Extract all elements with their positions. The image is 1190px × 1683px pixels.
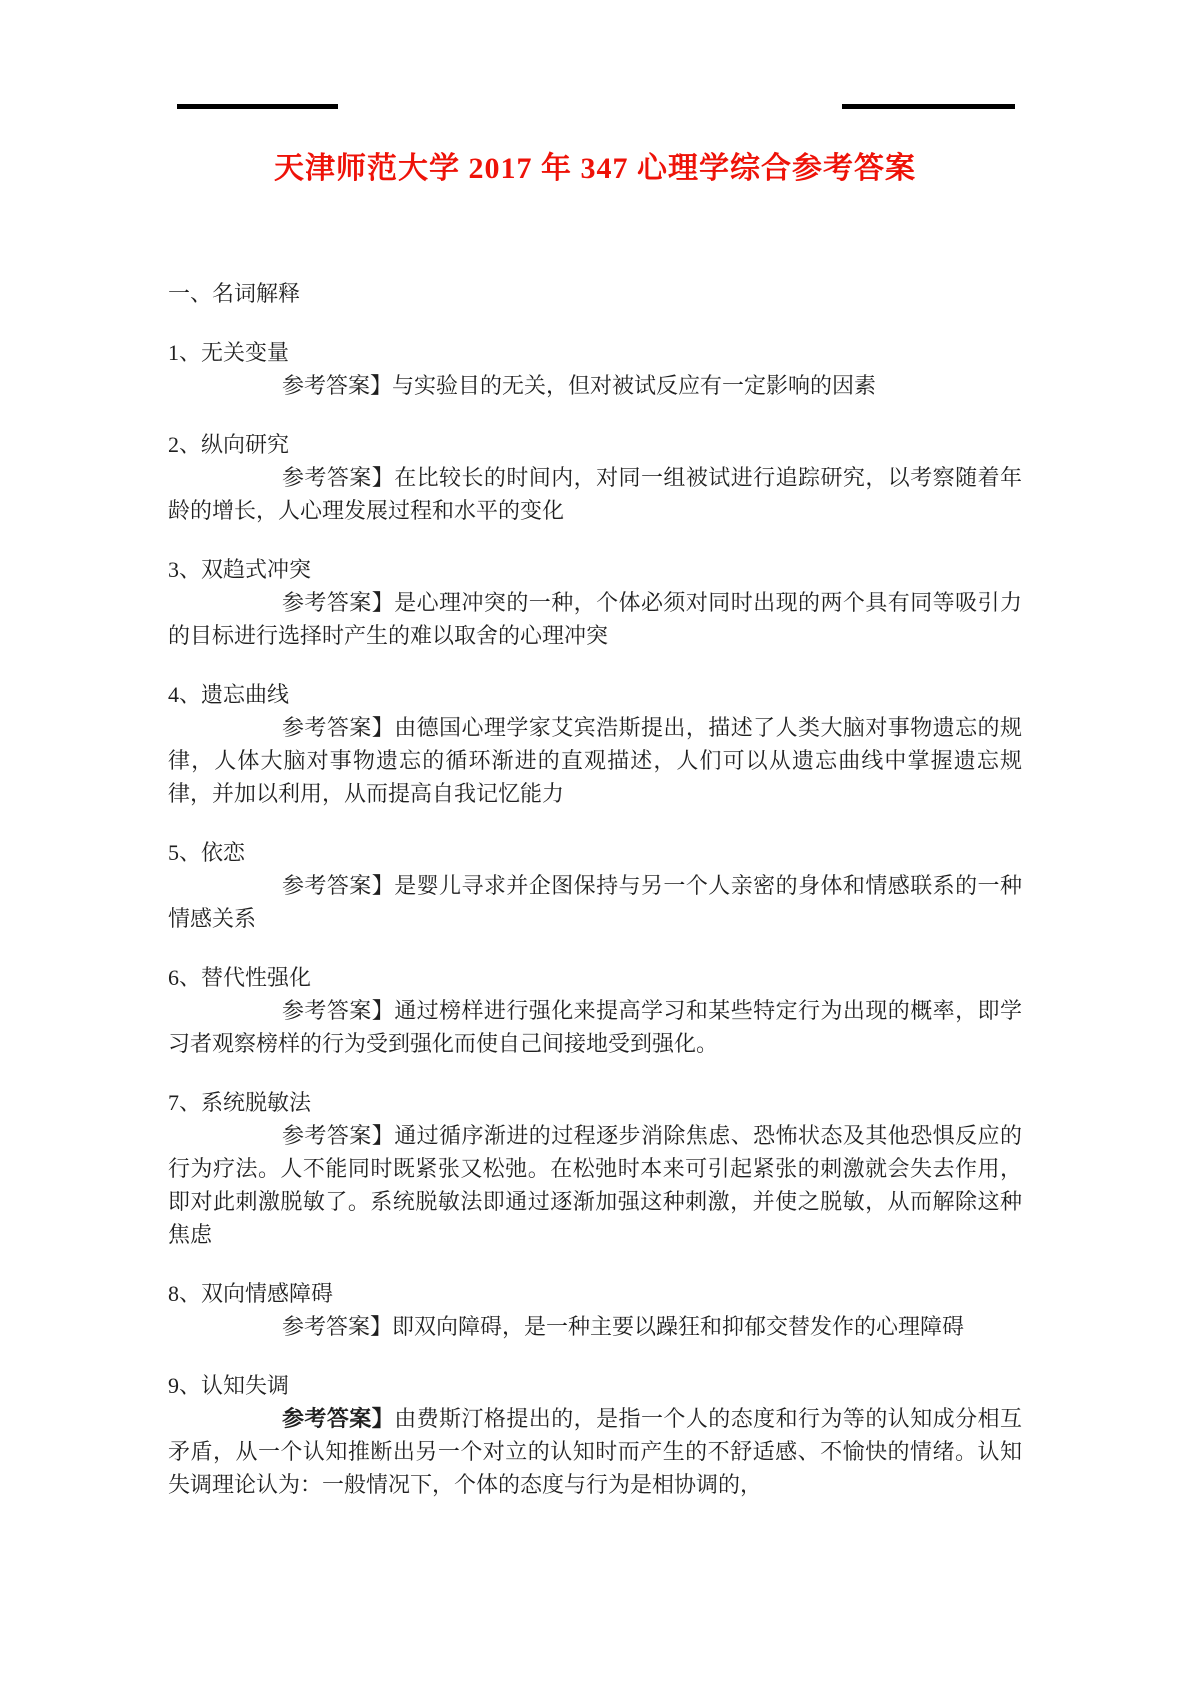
answer-paragraph — [168, 869, 1022, 935]
qa-item-3 — [168, 553, 1022, 652]
answer-text: 与实验目的无关，但对被试反应有一定影响的因素 — [392, 373, 877, 398]
term-line: 1、无关变量 — [168, 340, 290, 365]
answer-text: 通过循序渐进的过程逐步消除焦虑、恐怖状态及其他恐惧反应的行为疗法。人不能同时既紧张又松弛。在松弛时本来可引起紧张的刺激就会失去作用，即对此刺激脱敏了。系统脱敏法即通过逐渐加强这种刺激，并使之脱敏，从而解除这种焦虑 — [168, 1123, 1022, 1247]
answer-label: 参考答案】 — [282, 1406, 395, 1431]
answer-paragraph — [168, 461, 1022, 527]
qa-item-7 — [168, 1086, 1022, 1251]
section-heading: 一、名词解释 — [168, 281, 301, 306]
document-body — [168, 277, 1022, 1501]
qa-item-2 — [168, 428, 1022, 527]
answer-text: 在比较长的时间内，对同一组被试进行追踪研究，以考察随着年龄的增长，人心理发展过程和水平的变化 — [168, 465, 1022, 523]
term-line: 4、遗忘曲线 — [168, 682, 290, 707]
answer-paragraph — [168, 1119, 1022, 1251]
answer-paragraph — [168, 369, 1022, 402]
answer-label: 参考答案】 — [282, 1123, 395, 1148]
answer-text: 即双向障碍，是一种主要以躁狂和抑郁交替发作的心理障碍 — [392, 1314, 965, 1339]
answer-paragraph — [168, 711, 1022, 810]
answer-label: 参考答案】 — [282, 590, 395, 615]
qa-item-9 — [168, 1369, 1022, 1501]
qa-item-1 — [168, 336, 1022, 402]
term-line: 8、双向情感障碍 — [168, 1281, 334, 1306]
term-line: 7、系统脱敏法 — [168, 1090, 312, 1115]
answer-label: 参考答案】 — [282, 373, 393, 398]
answer-text: 由德国心理学家艾宾浩斯提出，描述了人类大脑对事物遗忘的规律，人体大脑对事物遗忘的循环渐进的直观描述，人们可以从遗忘曲线中掌握遗忘规律，并加以利用，从而提高自我记忆能力 — [168, 715, 1022, 806]
term-line: 2、纵向研究 — [168, 432, 290, 457]
answer-label: 参考答案】 — [282, 998, 395, 1023]
qa-item-8 — [168, 1277, 1022, 1343]
term-line: 9、认知失调 — [168, 1373, 290, 1398]
qa-item-6 — [168, 961, 1022, 1060]
answer-label: 参考答案】 — [282, 873, 395, 898]
qa-item-5 — [168, 836, 1022, 935]
answer-text: 是心理冲突的一种，个体必须对同时出现的两个具有同等吸引力的目标进行选择时产生的难以取舍的心理冲突 — [168, 590, 1022, 648]
answer-text: 由费斯汀格提出的，是指一个人的态度和行为等的认知成分相互矛盾，从一个认知推断出另一个对立的认知时而产生的不舒适感、不愉快的情绪。认知失调理论认为：一般情况下，个体的态度与行为是相协调的， — [168, 1406, 1022, 1497]
answer-paragraph — [168, 1402, 1022, 1501]
answer-paragraph — [168, 586, 1022, 652]
answer-label: 参考答案】 — [282, 715, 395, 740]
document-title: 天津师范大学 2017 年 347 心理学综合参考答案 — [274, 152, 916, 185]
term-line: 5、依恋 — [168, 840, 246, 865]
answer-label: 参考答案】 — [282, 1314, 393, 1339]
qa-item-4 — [168, 678, 1022, 810]
answer-text: 通过榜样进行强化来提高学习和某些特定行为出现的概率，即学习者观察榜样的行为受到强化而使自己间接地受到强化。 — [168, 998, 1022, 1056]
answer-label: 参考答案】 — [282, 465, 395, 490]
term-line: 6、替代性强化 — [168, 965, 312, 990]
answer-paragraph — [168, 994, 1022, 1060]
top-right-rule — [842, 104, 1015, 109]
top-left-rule — [177, 104, 338, 109]
answer-text: 是婴儿寻求并企图保持与另一个人亲密的身体和情感联系的一种情感关系 — [168, 873, 1022, 931]
answer-paragraph — [168, 1310, 1022, 1343]
term-line: 3、双趋式冲突 — [168, 557, 312, 582]
